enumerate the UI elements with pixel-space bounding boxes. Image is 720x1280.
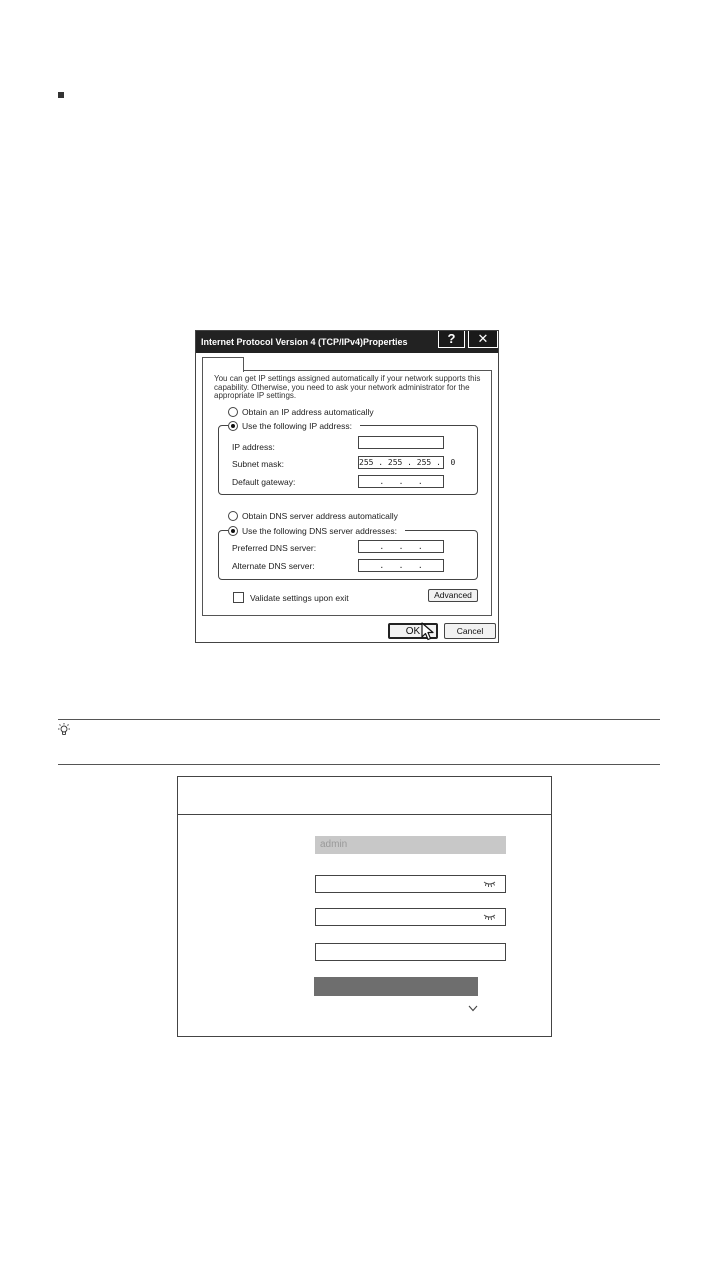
tab-general[interactable] bbox=[202, 357, 244, 372]
submit-button[interactable] bbox=[314, 977, 478, 996]
dns-auto-label: Obtain DNS server address automatically bbox=[242, 511, 398, 521]
help-button[interactable]: ? bbox=[438, 331, 465, 348]
ipv4-properties-dialog bbox=[195, 330, 499, 643]
confirm-password-field[interactable] bbox=[315, 908, 506, 926]
dns-auto-radio[interactable] bbox=[228, 511, 238, 521]
dialog-titlebar bbox=[196, 331, 498, 353]
tip-top-rule bbox=[58, 719, 660, 720]
ok-button[interactable]: OK bbox=[388, 623, 438, 639]
dns-settings-group bbox=[218, 530, 478, 580]
eye-closed-icon[interactable] bbox=[483, 913, 496, 921]
dialog-title: Internet Protocol Version 4 (TCP/IPv4)Properties bbox=[201, 337, 408, 347]
ip-manual-option[interactable] bbox=[228, 421, 360, 431]
lightbulb-icon bbox=[56, 722, 72, 738]
dns-manual-option[interactable] bbox=[228, 526, 405, 536]
list-bullet bbox=[58, 92, 64, 98]
ip-manual-label: Use the following IP address: bbox=[242, 421, 352, 431]
login-header-divider bbox=[178, 814, 551, 815]
dns-auto-option[interactable] bbox=[228, 511, 398, 521]
advanced-button[interactable]: Advanced bbox=[428, 589, 478, 602]
ip-auto-option[interactable] bbox=[228, 407, 374, 417]
ip-address-field[interactable] bbox=[358, 436, 444, 449]
validate-label: Validate settings upon exit bbox=[250, 593, 349, 603]
intro-text: You can get IP settings assigned automatically if your network supports this capability. Otherwise, you need to ask your network administrator for the appropriate IP settings. bbox=[214, 374, 481, 400]
gateway-label: Default gateway: bbox=[232, 477, 296, 487]
login-panel bbox=[177, 776, 552, 1037]
preferred-dns-label: Preferred DNS server: bbox=[232, 543, 317, 553]
dns-manual-radio[interactable] bbox=[228, 526, 238, 536]
alternate-dns-label: Alternate DNS server: bbox=[232, 561, 315, 571]
ip-auto-radio[interactable] bbox=[228, 407, 238, 417]
email-field[interactable] bbox=[315, 943, 506, 961]
password-field[interactable] bbox=[315, 875, 506, 893]
gateway-field[interactable]: . . . bbox=[358, 475, 444, 488]
subnet-mask-label: Subnet mask: bbox=[232, 459, 284, 469]
mouse-pointer-icon bbox=[421, 622, 435, 642]
cancel-button[interactable]: Cancel bbox=[444, 623, 496, 639]
preferred-dns-field[interactable]: . . . bbox=[358, 540, 444, 553]
username-field[interactable]: admin bbox=[315, 836, 506, 854]
subnet-mask-field[interactable]: 255 . 255 . 255 . 0 bbox=[359, 458, 456, 467]
dns-manual-label: Use the following DNS server addresses: bbox=[242, 526, 397, 536]
chevron-down-icon[interactable] bbox=[468, 1005, 478, 1012]
eye-closed-icon[interactable] bbox=[483, 880, 496, 888]
validate-checkbox[interactable] bbox=[233, 592, 244, 603]
ip-auto-label: Obtain an IP address automatically bbox=[242, 407, 374, 417]
close-button[interactable]: ✕ bbox=[468, 331, 498, 348]
ip-address-label: IP address: bbox=[232, 442, 275, 452]
tip-bottom-rule bbox=[58, 764, 660, 765]
ip-manual-radio[interactable] bbox=[228, 421, 238, 431]
alternate-dns-field[interactable]: . . . bbox=[358, 559, 444, 572]
